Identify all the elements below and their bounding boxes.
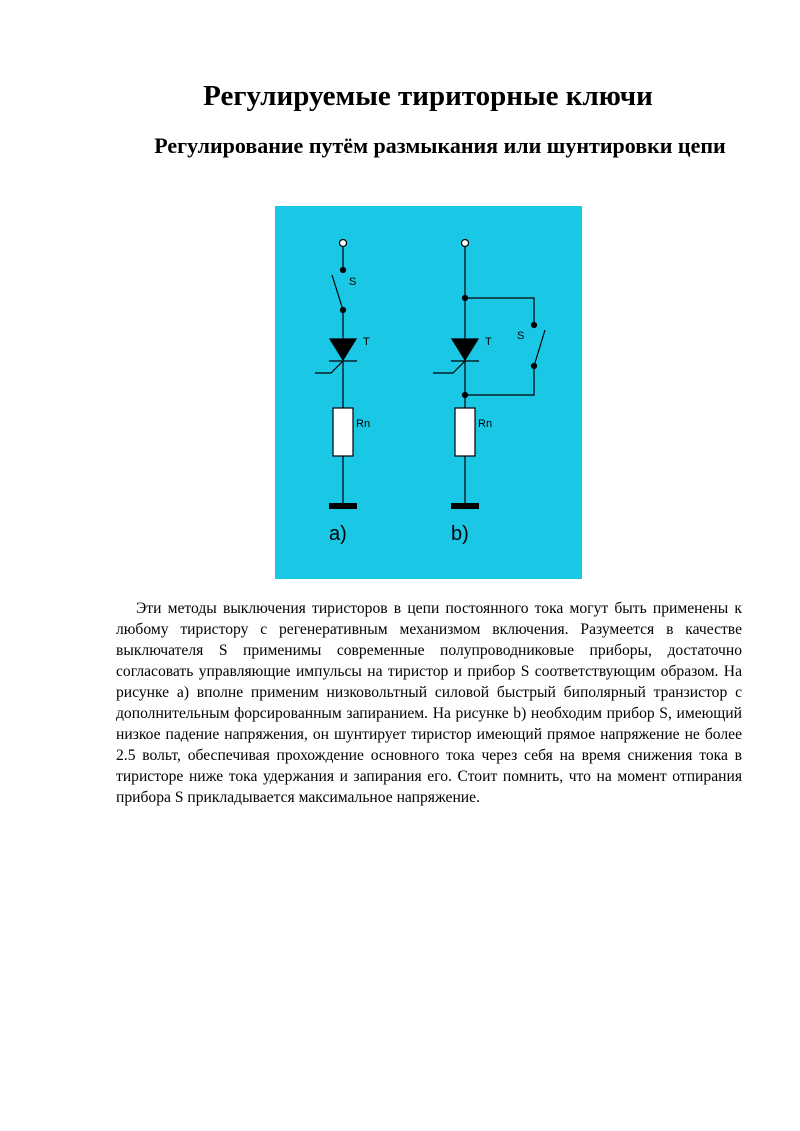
circuit-b-caption: b) xyxy=(451,523,469,545)
circuit-b-switch-contact-top xyxy=(532,323,537,328)
circuit-a-resistor-label: Rn xyxy=(356,418,371,430)
circuit-b-thyristor-icon xyxy=(452,339,478,360)
circuit-b-switch-blade xyxy=(534,330,545,366)
circuit-b-switch-label: S xyxy=(517,330,525,342)
circuit-b-thyristor-label: T xyxy=(485,336,492,348)
circuit-a-switch-blade xyxy=(332,275,343,310)
circuit-a-switch-label: S xyxy=(349,276,357,288)
circuit-a-caption: a) xyxy=(329,523,347,545)
circuit-b-resistor-icon xyxy=(455,408,475,456)
circuit-a-switch-contact-top xyxy=(341,268,346,273)
body-paragraph: Эти методы выключения тиристоров в цепи постоянного тока могут быть применены к любому тиристору с регенеративным механизмом включения. Разумеется в качестве выключателя S применимы современные полупроводниковые приборы, достаточно согласовать управляющие импульсы на тиристор и прибор S соответствующим образом. На рисунке а) вполне применим низковольтный силовой быстрый биполярный транзистор с дополнительным форсированным запиранием. На рисунке b) необходим прибор S, имеющий низкое падение напряжения, он шунтирует тиристор имеющий прямое напряжение не более 2.5 вольт, обеспечивая прохождение основного тока через себя на время снижения тока в тиристоре ниже тока удержания и запирания его. Стоит помнить, что на момент отпирания прибора S прикладывается максимальное напряжение. xyxy=(116,600,742,806)
circuit-figure xyxy=(275,206,582,579)
circuit-a-thyristor-label: T xyxy=(363,336,370,348)
circuit-diagram xyxy=(275,206,582,579)
circuit-b-ground-icon xyxy=(451,503,479,509)
page-title: Регулируемые тириторные ключи xyxy=(203,80,653,112)
circuit-a-thyristor-icon xyxy=(330,339,356,360)
circuit-a-thyristor-gate xyxy=(315,361,343,373)
circuit-b-shunt-wire-top xyxy=(465,298,534,325)
circuit-a-ground-icon xyxy=(329,503,357,509)
circuit-b-shunt-wire-bottom xyxy=(465,366,534,395)
circuit-a-top-terminal xyxy=(340,240,347,247)
page-subtitle: Регулирование путём размыкания или шунтировки цепи xyxy=(154,133,726,158)
circuit-b-thyristor-gate xyxy=(433,361,465,373)
circuit-b xyxy=(433,240,545,510)
circuit-b-resistor-label: Rn xyxy=(478,418,493,430)
circuit-a-resistor-icon xyxy=(333,408,353,456)
circuit-b-top-terminal xyxy=(462,240,469,247)
